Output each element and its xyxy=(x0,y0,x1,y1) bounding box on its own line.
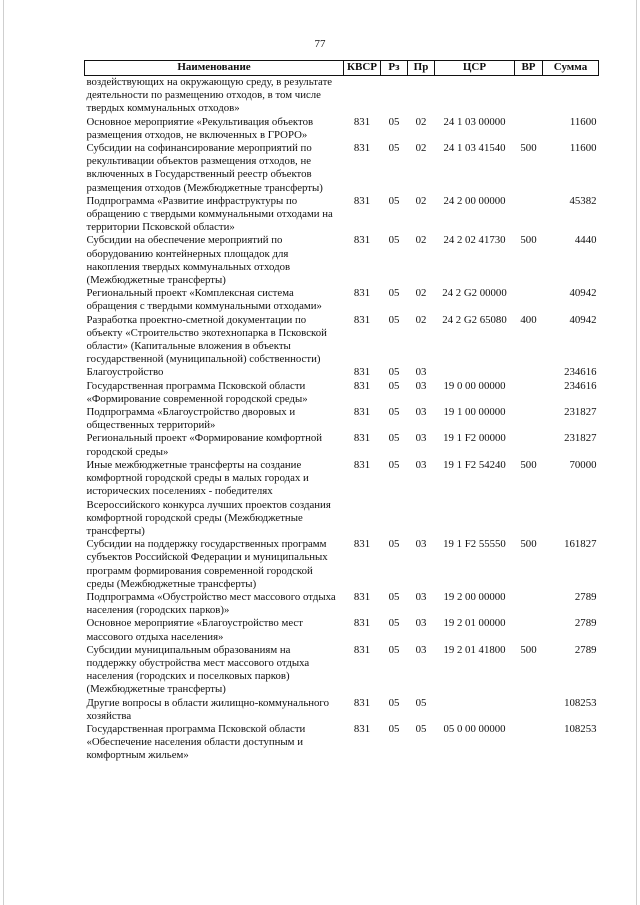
cell-vr: 500 xyxy=(520,234,537,247)
cell-name: Подпрограмма «Благоустройство дворовых и общественных территорий» xyxy=(86,406,296,432)
cell-rz: 05 xyxy=(388,287,400,300)
header-pr: Пр xyxy=(408,61,435,76)
header-sum: Сумма xyxy=(543,61,599,76)
cell-sum: 231827 xyxy=(564,432,597,445)
cell-csr: 24 1 03 41540 xyxy=(443,142,506,155)
cell-vr xyxy=(515,195,543,235)
cell-rz: 05 xyxy=(388,458,400,471)
page-number: 77 xyxy=(314,38,326,50)
cell-sum: 108253 xyxy=(564,696,597,709)
cell-rz: 05 xyxy=(388,194,400,207)
cell-pr: 03 xyxy=(415,458,427,471)
cell-pr: 03 xyxy=(415,538,427,551)
cell-name: Разработка проектно-сметной документации по объекту «Строительство экотехнопарка в Псковской области» (Капитальные вложения в объекты государственной (муниципальной) собственности) xyxy=(86,313,327,366)
cell-pr: 03 xyxy=(415,366,427,379)
cell-sum: 45382 xyxy=(569,194,597,207)
cell-csr xyxy=(435,366,515,379)
cell-sum: 108253 xyxy=(564,722,597,735)
cell-kvsr: 831 xyxy=(353,234,371,247)
cell-vr xyxy=(515,380,543,406)
table-row xyxy=(85,234,599,287)
cell-kvsr: 831 xyxy=(353,313,371,326)
cell-csr: 05 0 00 00000 xyxy=(443,722,506,735)
table-row xyxy=(85,380,599,406)
cell-rz: 05 xyxy=(388,406,400,419)
cell-rz xyxy=(381,76,408,116)
table-row xyxy=(85,617,599,643)
cell-name: Государственная программа Псковской области «Формирование современной городской среды» xyxy=(86,379,308,405)
cell-vr xyxy=(515,76,543,116)
cell-sum xyxy=(543,76,599,116)
cell-vr: 400 xyxy=(520,313,537,326)
header-rz: Рз xyxy=(381,61,408,76)
table-row xyxy=(85,459,599,538)
scan-edge-right xyxy=(636,0,637,905)
cell-name: Субсидии на поддержку государственных программ субъектов Российской Федерации и муниципальных программ формирования современной городской среды (Межбюджетные трансферты) xyxy=(86,538,328,590)
cell-pr: 02 xyxy=(415,142,427,155)
cell-kvsr: 831 xyxy=(353,287,371,300)
cell-rz: 05 xyxy=(388,379,400,392)
cell-csr: 24 2 02 41730 xyxy=(443,234,506,247)
cell-pr: 03 xyxy=(415,432,427,445)
cell-pr: 05 xyxy=(415,696,427,709)
cell-csr: 24 1 03 00000 xyxy=(443,115,506,128)
cell-sum: 231827 xyxy=(564,406,597,419)
cell-csr: 19 0 00 00000 xyxy=(443,379,506,392)
cell-sum: 161827 xyxy=(564,538,597,551)
cell-kvsr: 831 xyxy=(353,115,371,128)
cell-pr: 03 xyxy=(415,643,427,656)
cell-name: Субсидии на софинансирование мероприятий по рекультивации объектов размещения отходов, не включенных в Государственный реестр объектов размещения отходов (Межбюджетные трансферты) xyxy=(86,142,323,194)
cell-csr: 24 2 G2 00000 xyxy=(442,287,507,300)
cell-csr: 19 1 F2 55550 xyxy=(443,538,506,551)
cell-pr: 02 xyxy=(415,313,427,326)
cell-csr: 19 2 00 00000 xyxy=(443,590,506,603)
cell-pr: 03 xyxy=(415,590,427,603)
cell-kvsr: 831 xyxy=(353,432,371,445)
table-row xyxy=(85,76,599,116)
cell-sum: 11600 xyxy=(569,142,597,155)
cell-rz: 05 xyxy=(388,590,400,603)
table-row xyxy=(85,591,599,617)
table-row xyxy=(85,723,599,763)
cell-rz: 05 xyxy=(388,115,400,128)
cell-csr: 19 2 01 41800 xyxy=(443,643,506,656)
cell-vr xyxy=(515,287,543,313)
table-row xyxy=(85,538,599,591)
header-kvsr: КВСР xyxy=(344,61,381,76)
cell-sum: 234616 xyxy=(564,379,597,392)
cell-kvsr xyxy=(344,76,381,116)
table-row xyxy=(85,116,599,142)
header-csr: ЦСР xyxy=(435,61,515,76)
cell-rz: 05 xyxy=(388,142,400,155)
cell-name: Иные межбюджетные трансферты на создание комфортной городской среды в малых городах и исторических поселениях - победителях Всероссийского конкурса лучших проектов создания комфортной городской среды (Межбюджетные трансферты) xyxy=(86,458,331,537)
cell-vr xyxy=(515,617,543,643)
cell-kvsr: 831 xyxy=(353,379,371,392)
cell-pr: 02 xyxy=(415,287,427,300)
table-row xyxy=(85,644,599,697)
cell-csr xyxy=(435,697,515,723)
cell-name: Региональный проект «Комплексная система обращения с твердыми коммунальными отходами» xyxy=(86,287,322,313)
cell-sum: 2789 xyxy=(574,617,597,630)
cell-kvsr: 831 xyxy=(353,366,371,379)
table-row xyxy=(85,366,599,379)
cell-kvsr: 831 xyxy=(353,142,371,155)
cell-kvsr: 831 xyxy=(353,696,371,709)
cell-rz: 05 xyxy=(388,617,400,630)
cell-sum: 11600 xyxy=(569,115,597,128)
cell-pr: 05 xyxy=(415,722,427,735)
table-row xyxy=(85,142,599,195)
cell-sum: 2789 xyxy=(574,590,597,603)
header-vr: ВР xyxy=(515,61,543,76)
cell-kvsr: 831 xyxy=(353,722,371,735)
cell-csr: 24 2 00 00000 xyxy=(443,194,506,207)
cell-pr: 03 xyxy=(415,379,427,392)
cell-sum: 4440 xyxy=(574,234,597,247)
cell-csr xyxy=(435,76,515,116)
cell-sum: 40942 xyxy=(569,287,597,300)
cell-vr xyxy=(515,723,543,763)
cell-kvsr: 831 xyxy=(353,538,371,551)
cell-name: Региональный проект «Формирование комфортной городской среды» xyxy=(86,432,323,458)
cell-rz: 05 xyxy=(388,696,400,709)
cell-rz: 05 xyxy=(388,538,400,551)
cell-kvsr: 831 xyxy=(353,406,371,419)
cell-rz: 05 xyxy=(388,432,400,445)
cell-csr: 19 2 01 00000 xyxy=(443,617,506,630)
cell-name: Подпрограмма «Развитие инфраструктуры по обращению с твердыми коммунальными отходами на территории Псковской области» xyxy=(86,194,333,234)
cell-rz: 05 xyxy=(388,234,400,247)
cell-pr xyxy=(408,76,435,116)
cell-name: Благоустройство xyxy=(86,366,164,379)
cell-name: Другие вопросы в области жилищно-коммунального хозяйства xyxy=(86,696,329,722)
cell-vr xyxy=(515,366,543,379)
scan-edge-left xyxy=(3,0,4,905)
table-row xyxy=(85,287,599,313)
cell-vr: 500 xyxy=(520,643,537,656)
cell-name: воздействующих на окружающую среду, в результате деятельности по размещению отходов, в том числе твердых коммунальных отходов» xyxy=(86,76,333,115)
cell-kvsr: 831 xyxy=(353,458,371,471)
cell-pr: 02 xyxy=(415,234,427,247)
cell-kvsr: 831 xyxy=(353,590,371,603)
cell-vr xyxy=(515,591,543,617)
cell-kvsr: 831 xyxy=(353,643,371,656)
cell-rz: 05 xyxy=(388,366,400,379)
cell-name: Государственная программа Псковской области «Обеспечение населения области доступным и комфортным жильем» xyxy=(86,722,306,762)
cell-vr: 500 xyxy=(520,538,537,551)
table-row xyxy=(85,697,599,723)
table-row xyxy=(85,406,599,432)
cell-vr xyxy=(515,116,543,142)
cell-name: Подпрограмма «Обустройство мест массового отдыха населения (городских парков)» xyxy=(86,590,336,617)
cell-name: Субсидии муниципальным образованиям на поддержку обустройства мест массового отдыха населения (городских и поселковых парков) (Межбюджетные трансферты) xyxy=(86,643,310,696)
cell-name: Субсидии на обеспечение мероприятий по оборудованию контейнерных площадок для накопления твердых коммунальных отходов (Межбюджетные трансферты) xyxy=(86,234,291,287)
cell-name: Основное мероприятие «Рекультивация объектов размещения отходов, не включенных в ГРОРО» xyxy=(86,115,314,141)
cell-sum: 70000 xyxy=(569,458,597,471)
cell-sum: 234616 xyxy=(564,366,597,379)
table-row xyxy=(85,432,599,458)
cell-name: Основное мероприятие «Благоустройство мест массового отдыха населения» xyxy=(86,617,303,643)
cell-csr: 19 1 F2 54240 xyxy=(443,458,506,471)
cell-pr: 03 xyxy=(415,617,427,630)
table-body xyxy=(85,76,599,763)
table-row xyxy=(85,314,599,367)
cell-pr: 02 xyxy=(415,115,427,128)
cell-pr: 02 xyxy=(415,194,427,207)
cell-rz: 05 xyxy=(388,643,400,656)
cell-vr xyxy=(515,432,543,458)
cell-vr: 500 xyxy=(520,142,537,155)
budget-table xyxy=(84,60,599,763)
table-row xyxy=(85,195,599,235)
cell-sum: 2789 xyxy=(574,643,597,656)
cell-csr: 19 1 00 00000 xyxy=(443,406,506,419)
cell-vr xyxy=(515,697,543,723)
cell-csr: 24 2 G2 65080 xyxy=(442,313,507,326)
cell-sum: 40942 xyxy=(569,313,597,326)
cell-kvsr: 831 xyxy=(353,617,371,630)
cell-pr: 03 xyxy=(415,406,427,419)
cell-kvsr: 831 xyxy=(353,194,371,207)
cell-vr xyxy=(515,406,543,432)
cell-rz: 05 xyxy=(388,722,400,735)
cell-rz: 05 xyxy=(388,313,400,326)
cell-vr: 500 xyxy=(520,458,537,471)
cell-csr: 19 1 F2 00000 xyxy=(443,432,506,445)
table-header-row xyxy=(85,61,599,76)
header-name: Наименование xyxy=(85,61,344,76)
